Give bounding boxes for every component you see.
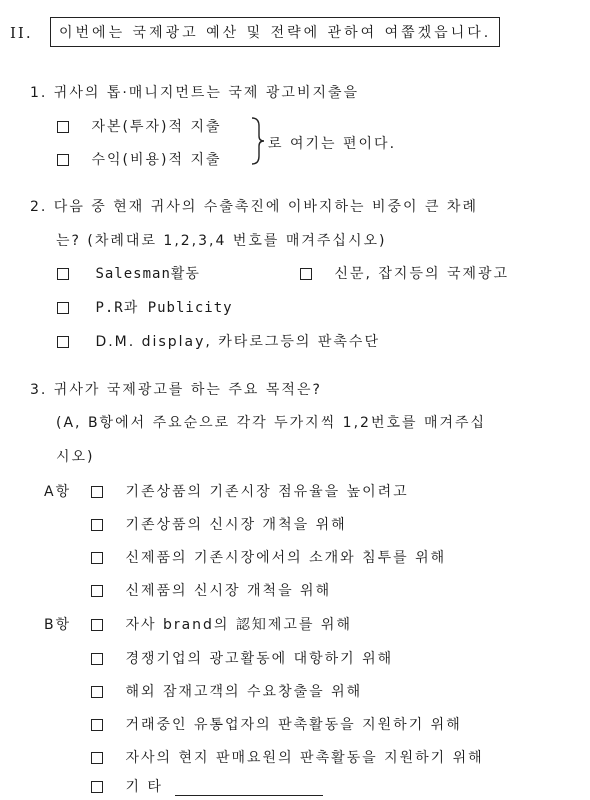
q2-question-line2: 는? (차례대로 1,2,3,4 번호를 매겨주십시오): [56, 233, 387, 249]
q3-b-option-3: [91, 681, 362, 701]
q3-b-option-6: [91, 776, 323, 796]
q3-b-option-3-label: 해외 잠재고객의 수요창출을 위해: [125, 684, 363, 700]
q2-option-2: [300, 263, 509, 283]
q1-question: 1. 귀사의 톱·매니지먼트는 국제 광고비지출을: [30, 85, 360, 101]
q1-option-2-label: 수익(비용)적 지출: [91, 152, 222, 168]
q3-a-option-1-label: 기존상품의 기존시장 점유율을 높이려고: [125, 484, 409, 500]
q3-a-option-4-label: 신제품의 신시장 개척을 위해: [125, 583, 332, 599]
q2-option-3: [57, 297, 233, 317]
q3-b-option-5: [91, 747, 484, 767]
checkbox[interactable]: [57, 268, 69, 280]
checkbox[interactable]: [57, 121, 69, 133]
q3-group-b-label: B항: [44, 617, 72, 633]
checkbox[interactable]: [57, 154, 69, 166]
q3-b-option-1-label: 자사 brand의 認知제고를 위해: [125, 617, 352, 633]
q3-b-option-4-label: 거래중인 유통업자의 판촉활동을 지원하기 위해: [125, 717, 462, 733]
checkbox[interactable]: [91, 752, 103, 764]
q2-option-1: [57, 263, 200, 283]
q3-b-option-6-label: 기 타: [125, 779, 163, 795]
checkbox[interactable]: [91, 486, 103, 498]
q2-option-3-label: P.R과 Publicity: [95, 300, 233, 316]
section-number: II.: [10, 24, 33, 42]
q1-option-2: [57, 149, 222, 169]
checkbox[interactable]: [91, 519, 103, 531]
checkbox[interactable]: [57, 302, 69, 314]
checkbox[interactable]: [91, 719, 103, 731]
checkbox[interactable]: [91, 653, 103, 665]
q3-a-option-2-label: 기존상품의 신시장 개척을 위해: [125, 517, 347, 533]
q3-a-option-2: [91, 514, 347, 534]
right-brace-icon: [250, 116, 266, 166]
q3-a-option-4: [91, 580, 331, 600]
checkbox[interactable]: [57, 336, 69, 348]
q1-suffix: 로 여기는 편이다.: [268, 136, 397, 152]
q3-instruction-line1: (A, B항에서 주요순으로 각각 두가지씩 1,2번호를 매겨주십: [56, 415, 487, 431]
q3-a-option-3-label: 신제품의 기존시장에서의 소개와 침투를 위해: [125, 550, 447, 566]
other-blank-line[interactable]: [175, 781, 323, 796]
q3-b-option-1: [91, 614, 352, 634]
q1-option-1: [57, 116, 222, 136]
q3-group-a-label: A항: [44, 484, 72, 500]
q3-b-option-2-label: 경쟁기업의 광고활동에 대항하기 위해: [125, 651, 394, 667]
section-title: 이번에는 국제광고 예산 및 전략에 관하여 여쭙겠읍니다.: [50, 17, 500, 47]
q2-option-2-label: 신문, 잡지등의 국제광고: [334, 266, 510, 282]
q2-option-4-label: D.M. display, 카타로그등의 판촉수단: [95, 334, 380, 350]
q3-instruction-line2: 시오): [56, 449, 95, 465]
q3-b-option-2: [91, 648, 393, 668]
q3-b-option-4: [91, 714, 462, 734]
q2-question-line1: 2. 다음 중 현재 귀사의 수출촉진에 이바지하는 비중이 큰 차례: [30, 199, 478, 215]
q2-option-4: [57, 331, 380, 351]
checkbox[interactable]: [91, 686, 103, 698]
q3-a-option-3: [91, 547, 446, 567]
checkbox[interactable]: [91, 552, 103, 564]
q3-question: 3. 귀사가 국제광고를 하는 주요 목적은?: [30, 382, 322, 398]
q3-b-option-5-label: 자사의 현지 판매요원의 판촉활동을 지원하기 위해: [125, 750, 484, 766]
q2-option-1-label: Salesman활동: [95, 266, 200, 282]
q1-option-1-label: 자본(투자)적 지출: [91, 119, 222, 135]
checkbox[interactable]: [91, 619, 103, 631]
checkbox[interactable]: [91, 781, 103, 793]
checkbox[interactable]: [300, 268, 312, 280]
checkbox[interactable]: [91, 585, 103, 597]
q3-a-option-1: [91, 481, 409, 501]
